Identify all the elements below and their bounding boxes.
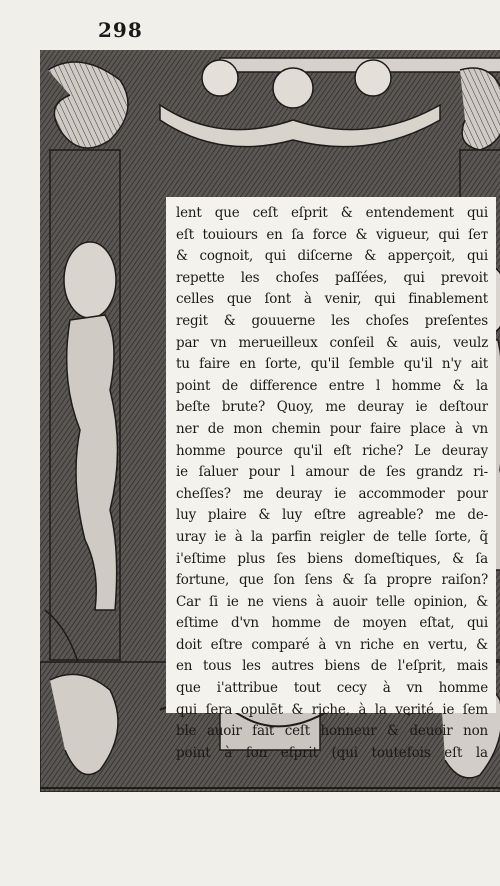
text-line: lent que ceſt eſprit & entendement qui [176, 205, 488, 221]
text-line: cheſſes? me deuray ie accommoder pour [176, 485, 488, 502]
text-line: beſte brute? Quoy, me deuray ie deſtour [176, 399, 488, 416]
text-line: tu faire en ſorte, qu'il ſemble qu'il n'y ait [176, 356, 488, 373]
text-line: ner de mon chemin pour faire place à vn [176, 420, 488, 437]
body-text-block [166, 197, 496, 761]
text-line: point à ſon eſprit (qui toutefois eſt la [176, 744, 488, 761]
text-line: regit & gouuerne les choſes preſentes [176, 312, 488, 329]
text-line: celles que ſont à venir, qui finablement [176, 291, 488, 308]
text-line: uray ie à la parfin reigler de telle ſorte, q̃ [176, 528, 488, 545]
page-number: 298 [98, 18, 143, 42]
text-line: & cognoit, qui diſcerne & apperçoit, qui [176, 248, 488, 265]
text-line: ble auoir fait ceſt honneur & deuoir non [176, 723, 488, 740]
text-line: Car ſi ie ne viens à auoir telle opinion, & [176, 593, 488, 610]
left-satyr-figure [45, 150, 120, 700]
text-line: eſt touiours en ſa force & vigueur, qui ſeт [176, 226, 488, 243]
text-line: doit eſtre comparé à vn riche en vertu, & [176, 636, 488, 653]
woodcut-border-frame [40, 50, 500, 792]
text-line: i'eſtime plus ſes biens domeſtiques, & ſa [176, 550, 488, 567]
text-line: fortune, que ſon ſens & ſa propre raiſon? [176, 572, 488, 589]
text-line: luy plaire & luy eſtre agreable? me de- [176, 507, 488, 524]
text-line: qui ſera opulēt & riche, à la verité ie ſem [176, 701, 488, 718]
text-line: repette les choſes paſſées, qui prevoit [176, 269, 488, 286]
text-line: ie ſaluer pour l amour de ſes grandz ri- [176, 464, 488, 481]
text-line: point de difference entre l homme & la [176, 377, 488, 394]
text-line: que i'attribue tout cecy à vn homme [176, 680, 488, 697]
text-line: par vn merueilleux conſeil & auis, veulz [176, 334, 488, 351]
text-line: eſtime d'vn homme de moyen eſtat, qui [176, 615, 488, 632]
text-line: en tous les autres biens de l'eſprit, mais [176, 658, 488, 675]
text-line: homme pource qu'il eſt riche? Le deuray [176, 442, 488, 459]
